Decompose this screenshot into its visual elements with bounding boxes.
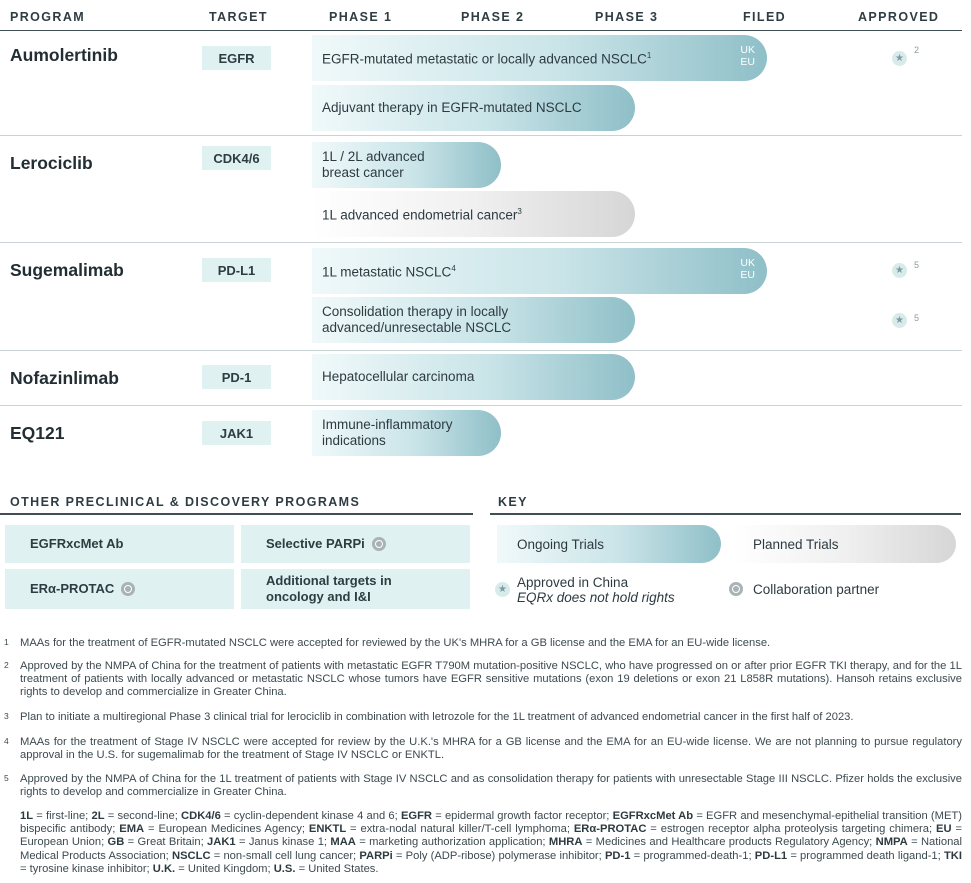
abbreviation-entry: 1L = first-line; — [20, 810, 92, 822]
preclinical-item: EGFRxcMet Ab — [5, 525, 234, 563]
footnote-number: 1 — [4, 637, 9, 647]
trial-bar-eq121-1 — [312, 410, 501, 456]
trial-text: 1L advanced endometrial cancer$^3$ — [322, 207, 522, 223]
abbreviation-entry: GB = Great Britain; — [107, 836, 208, 849]
target-badge-lerociclib: CDK4/6 — [202, 146, 271, 170]
abbreviation-entry: ENKTL = extra-nodal natural killer/T-cell lymphoma; — [308, 823, 574, 836]
key-approved-label: Approved in China EQRx does not hold rights — [517, 575, 675, 605]
footnote-5: Approved by the NMPA of China for the 1L treatment of patients with Stage IV NSCLC and as consolidation therapy for patients with unresectable Stage III NSCLC. Pfizer holds the exclusive rights to develop and commercialize in Greater China. — [20, 773, 962, 799]
key-ongoing-swatch: Ongoing Trials — [497, 525, 721, 563]
row-divider — [0, 242, 962, 243]
abbreviation-entry: JAK1 = Janus kinase 1; — [207, 836, 331, 849]
abbreviation-entry: PD-L1 = programmed death ligand-1; — [754, 849, 944, 862]
abbreviation-entry: EMA = European Medicines Agency; — [119, 823, 309, 836]
row-divider — [0, 350, 962, 351]
abbreviations — [20, 810, 962, 876]
header-phase3: PHASE 3 — [595, 10, 659, 24]
header-divider — [0, 30, 962, 31]
key-approved-star-icon: ★ — [495, 582, 510, 597]
footnote-2: Approved by the NMPA of China for the treatment of patients with metastatic EGFR T790M mutation-positive NSCLC, who have progressed on or after prior EGFR TKI therapy, and for the 1L treatment of patients with locally advanced or metastatic NSCLC whose tumors have EGFR sensitive mutations (exon 19 deletions or exon 21 L858R mutations). Hansoh retains exclusive rights to develop and commercialize in Greater China. — [20, 660, 962, 699]
footnote-number: 3 — [4, 711, 9, 721]
approved-star-icon: ★ — [892, 313, 907, 328]
abbreviation-entry: PD-1 = programmed-death-1; — [604, 849, 755, 862]
region-label: UK EU — [740, 44, 755, 68]
trial-bar-nofazinlimab-1 — [312, 354, 635, 400]
abbreviation-entry: NMPA = National Medical Products Association; — [20, 836, 963, 862]
key-planned-swatch: Planned Trials — [733, 525, 956, 563]
trial-text: Consolidation therapy in locally advanced/unresectable NSCLC — [322, 304, 512, 335]
approved-footnote: 2 — [914, 45, 920, 55]
abbreviation-entry: PARPi = Poly (ADP-ribose) polymerase inhibitor; — [359, 849, 605, 862]
program-name-sugemalimab: Sugemalimab — [10, 260, 124, 280]
footnote-1: MAAs for the treatment of EGFR-mutated NSCLC were accepted for reviewed by the UK's MHRA for a GB license and the EMA for an EU-wide license. — [20, 637, 771, 649]
target-badge-sugemalimab: PD-L1 — [202, 258, 271, 282]
abbreviation-entry: EU = European Union; — [20, 823, 963, 849]
region-label: UK EU — [740, 257, 755, 281]
trial-bar-aumolertinib-2 — [312, 85, 635, 131]
abbreviation-entry: 2L = second-line; — [91, 810, 182, 822]
key-divider — [490, 513, 961, 515]
header-target: TARGET — [209, 10, 268, 24]
trial-bar-aumolertinib-1 — [312, 35, 767, 81]
header-phase1: PHASE 1 — [329, 10, 393, 24]
header-filed: FILED — [743, 10, 787, 24]
trial-bar-lerociclib-2 — [312, 191, 635, 237]
footnote-number: 4 — [4, 736, 9, 746]
abbreviation-entry: NSCLC = non-small cell lung cancer; — [171, 849, 360, 862]
trial-text: EGFR-mutated metastatic or locally advanced NSCLC$^1$ — [322, 51, 652, 67]
header-program: PROGRAM — [10, 10, 86, 24]
program-name-eq121: EQ121 — [10, 423, 65, 443]
abbreviation-entry: MHRA = Medicines and Healthcare products Regulatory Agency; — [548, 836, 876, 849]
trial-text: Immune-inflammatory indications — [322, 417, 453, 448]
target-badge-nofazinlimab: PD-1 — [202, 365, 271, 389]
trial-text: 1L metastatic NSCLC$^4$ — [322, 264, 456, 280]
target-badge-aumolertinib: EGFR — [202, 46, 271, 70]
abbreviation-entry: TKI = tyrosine kinase inhibitor; — [20, 849, 962, 875]
other-programs-title: OTHER PRECLINICAL & DISCOVERY PROGRAMS — [10, 495, 361, 509]
footnote-3: Plan to initiate a multiregional Phase 3 clinical trial for lerociclib in combination with letrozole for the 1L treatment of advanced endometrial cancer in the first half of 2023. — [20, 711, 854, 723]
collaboration-partner-icon — [372, 537, 386, 551]
trial-text: Adjuvant therapy in EGFR-mutated NSCLC — [322, 100, 582, 115]
abbreviation-entry: EGFR = epidermal growth factor receptor; — [400, 810, 613, 822]
approved-footnote: 5 — [914, 260, 920, 270]
program-name-nofazinlimab: Nofazinlimab — [10, 368, 119, 388]
footnote-4: MAAs for the treatment of Stage IV NSCLC were accepted for review by the U.K.'s MHRA for a GB license and the EMA for an EU-wide license. We are not planning to pursue regulatory approval in the U.S. for sugemalimab for the treatment of Stage IV NSCLC or ENKTL. — [20, 736, 962, 762]
abbreviation-entry: U.K. = United Kingdom; — [152, 862, 274, 875]
footnote-number: 2 — [4, 660, 9, 670]
abbreviation-entry: CDK4/6 = cyclin-dependent kinase 4 and 6; — [181, 810, 401, 822]
row-divider — [0, 135, 962, 136]
program-name-aumolertinib: Aumolertinib — [10, 45, 118, 65]
key-title: KEY — [498, 495, 528, 509]
trial-bar-sugemalimab-1 — [312, 248, 767, 294]
approved-star-icon: ★ — [892, 51, 907, 66]
abbreviation-entry: MAA = marketing authorization application; — [330, 836, 549, 849]
preclinical-item: Additional targets in oncology and I&I — [241, 569, 470, 609]
trial-bar-sugemalimab-2 — [312, 297, 635, 343]
key-collaboration-label: Collaboration partner — [753, 582, 880, 597]
target-badge-eq121: JAK1 — [202, 421, 271, 445]
trial-text: 1L / 2L advanced breast cancer — [322, 149, 425, 180]
abbreviation-entry: EGFRxcMet Ab = EGFR and mesenchymal-epithelial transition (MET) bispecific antibody; — [20, 810, 962, 836]
preclinical-item: Selective PARPi — [241, 525, 470, 563]
footnote-number: 5 — [4, 773, 9, 783]
abbreviation-entry: ERα-PROTAC = estrogen receptor alpha proteolysis targeting chimera; — [573, 823, 937, 836]
abbreviation-entry: U.S. = United States. — [273, 862, 379, 875]
key-collaboration-icon — [729, 582, 743, 596]
collaboration-partner-icon — [121, 582, 135, 596]
approved-star-icon: ★ — [892, 263, 907, 278]
preclinical-item: ERα-PROTAC — [5, 569, 234, 609]
other-programs-divider — [0, 513, 473, 515]
trial-bar-lerociclib-1 — [312, 142, 501, 188]
row-divider — [0, 405, 962, 406]
program-name-lerociclib: Lerociclib — [10, 153, 93, 173]
header-approved: APPROVED — [858, 10, 940, 24]
trial-text: Hepatocellular carcinoma — [322, 369, 475, 384]
header-phase2: PHASE 2 — [461, 10, 525, 24]
approved-footnote: 5 — [914, 313, 920, 323]
